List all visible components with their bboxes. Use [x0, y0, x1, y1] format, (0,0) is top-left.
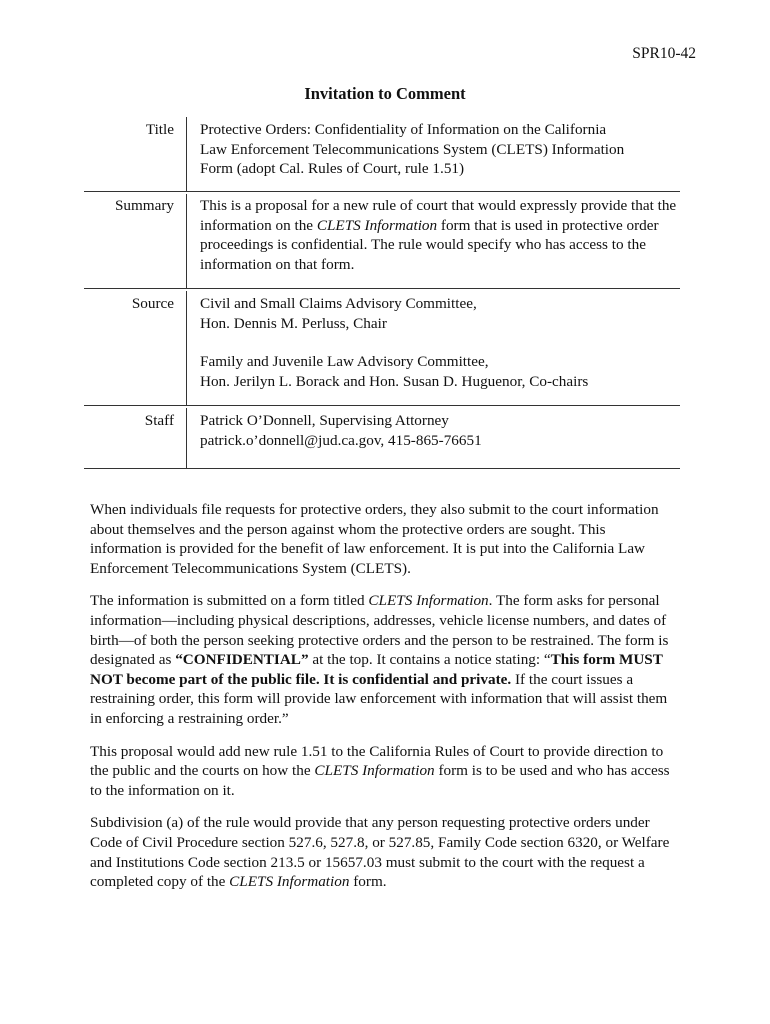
source-chair: Hon. Jerilyn L. Borack and Hon. Susan D. Huguenor, Co-chairs: [200, 372, 589, 390]
staff-value: [187, 408, 680, 468]
summary-label: Summary: [84, 194, 187, 288]
paragraph: [90, 742, 680, 801]
info-table: [84, 117, 680, 469]
form-name: CLETS Information: [314, 762, 435, 780]
document-id: SPR10-42: [632, 45, 696, 62]
body-text: [90, 500, 680, 905]
source-chair: Hon. Dennis M. Perluss, Chair: [200, 314, 387, 332]
summary-row: [84, 192, 680, 289]
title-line: Form (adopt Cal. Rules of Court, rule 1.51): [200, 160, 465, 178]
title-value: [187, 117, 680, 191]
summary-value: [187, 194, 680, 288]
page-title: Invitation to Comment: [304, 84, 466, 103]
title-row: [84, 117, 680, 192]
source-committee: Civil and Small Claims Advisory Committee,: [200, 295, 477, 312]
paragraph: When individuals file requests for protective orders, they also submit to the court information about themselves and the person against whom the protective orders are sought. This information is provided for the benefit of law enforcement. It is put into the California Law Enforcement Telecommunications System (CLETS).: [90, 501, 659, 577]
staff-row: [84, 406, 680, 469]
paragraph-text: . The form asks for personal information—including physical descriptions, addresses, vehicle license numbers, and dates of birth—of both the person seeking protective orders and the person to be restrained. The form is designated as: [90, 592, 669, 669]
paragraph-text: If the court issues a restraining order, this form will provide law enforcement with information that will assist them in enforcing a restraining order.”: [90, 670, 668, 727]
source-row: [84, 289, 680, 406]
paragraph-text: form is to be used and who has access to the information on it.: [90, 762, 670, 799]
source-label: Source: [84, 291, 187, 405]
source-value: [187, 291, 680, 405]
summary-form-name: CLETS Information: [316, 216, 438, 234]
title-label: Title: [84, 117, 187, 191]
paragraph-text: form.: [349, 873, 387, 891]
staff-label: Staff: [84, 408, 187, 468]
paragraph-text: at the top. It contains a notice stating: “: [308, 651, 551, 669]
paragraph: [90, 591, 680, 728]
staff-name: Patrick O’Donnell, Supervising Attorney: [200, 412, 449, 429]
paragraph-text: This proposal would add new rule 1.51 to the California Rules of Court to provide direction to the public and the courts on how the: [90, 742, 664, 780]
form-name: CLETS Information: [368, 592, 489, 610]
title-line: Law Enforcement Telecommunications System (CLETS) Information: [200, 140, 625, 158]
staff-contact: patrick.o’donnell@jud.ca.gov, 415-865-76651: [200, 431, 482, 449]
confidential-label: “CONFIDENTIAL”: [175, 651, 309, 669]
title-line: Protective Orders: Confidentiality of Information on the California: [200, 121, 607, 138]
notice-text: This form MUST NOT become part of the public file. It is confidential and private.: [90, 651, 663, 688]
paragraph: [90, 813, 680, 891]
source-committee: Family and Juvenile Law Advisory Committee,: [200, 353, 489, 371]
paragraph-text: The information is submitted on a form titled: [90, 592, 369, 610]
paragraph-text: Subdivision (a) of the rule would provide that any person requesting protective orders under Code of Civil Procedure section 527.6, 527.8, or 527.85, Family Code section 6320, or Welfare and Institutions Code section 213.5 or 15657.03 must submit to the court with the request a completed copy of the: [90, 814, 670, 891]
form-name: CLETS Information: [229, 873, 350, 891]
summary-text: This is a proposal for a new rule of court that would expressly provide that the information on the: [200, 197, 677, 234]
summary-text: form that is used in protective order proceedings is confidential. The rule would specify who has access to the information on that form.: [200, 216, 659, 273]
